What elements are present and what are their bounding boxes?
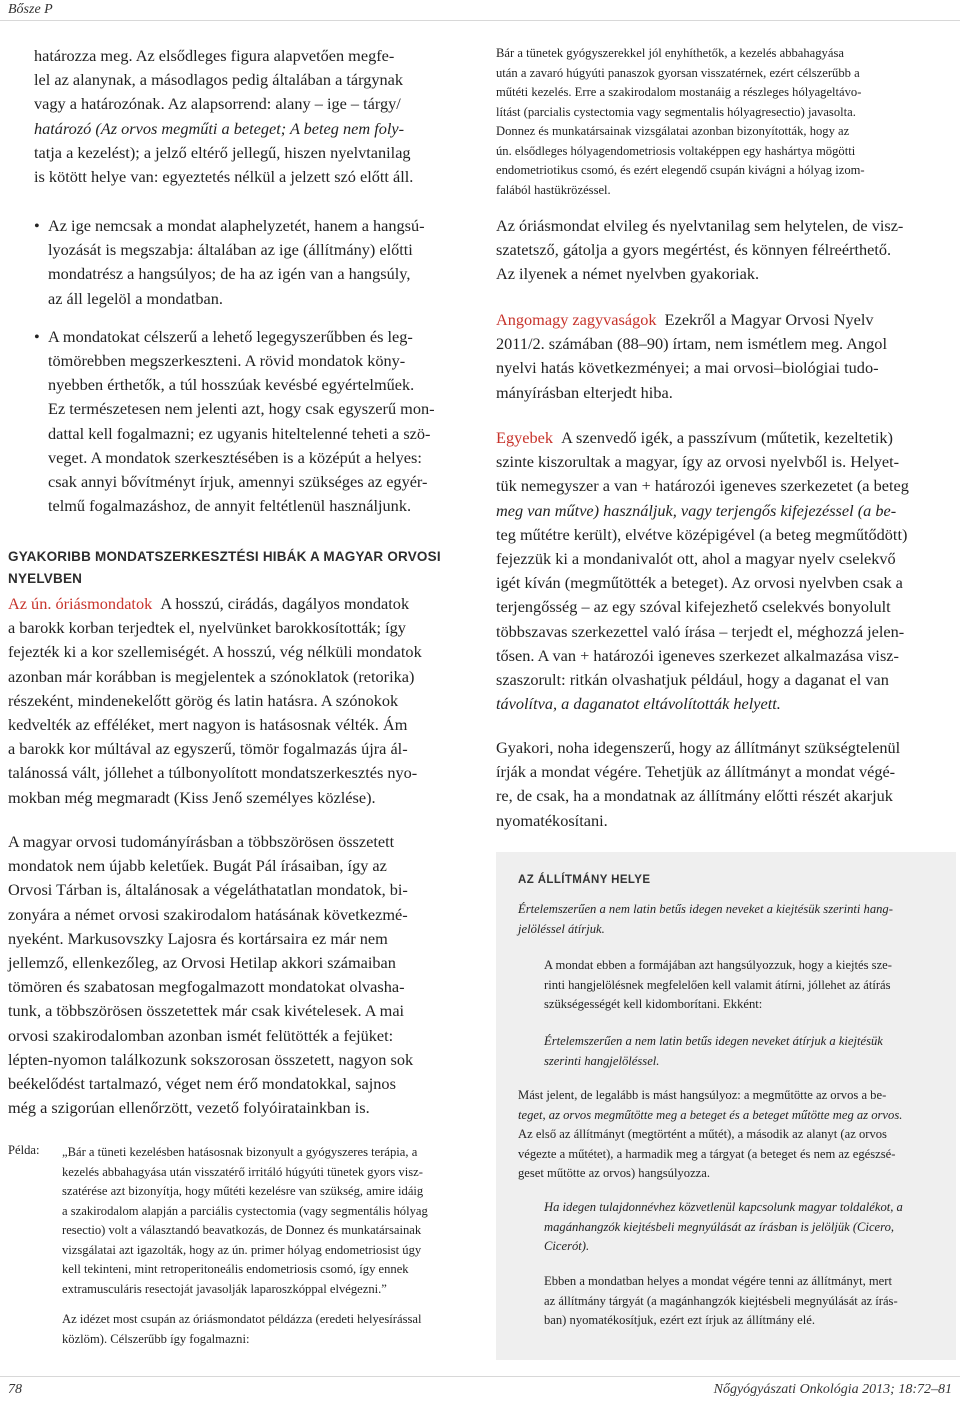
journal-citation: Nőgyógyászati Onkológia 2013; 18:72–81 — [713, 1382, 952, 1397]
text-line: Az óriásmondat elvileg és nyelvtanilag sem helytelen, de visz- — [496, 216, 904, 235]
text-line: Orvosi Tárban is, általánosak a végeláthatatlan mondatok, bi- — [8, 880, 408, 900]
text-line: Ezekről a Magyar Orvosi Nyelv — [664, 310, 874, 329]
term-label: Angomagy zagyvaságok — [496, 310, 657, 329]
text-line: a szakirodalom alapján a parciális cystectomia (vagy segmentális hólyag — [62, 1203, 428, 1218]
text-line: fejezzük ki a mondanivalót ott, ahol a magyar nyelv cselekvő — [496, 549, 896, 569]
text-line: tatja a kezelést); a jelző eltérő jellegű, hiszen nyelvtanilag — [34, 142, 411, 162]
text-line: terjengősség – az egy szóval kifejezhető cselekvés bonyolult — [496, 597, 891, 617]
term-label: Egyebek — [496, 428, 553, 447]
anglicism-paragraph — [496, 308, 958, 405]
text-line: nyelvi hatás következményei; a mai orvosi–biológiai tudo- — [496, 358, 879, 378]
text-line: zonyára a német orvosi szakirodalom hatásának következmé- — [8, 904, 408, 924]
text-line: mondatok nem újabb keletűek. Bugát Pál írásaiban, így az — [8, 856, 387, 876]
text-line: Értelemszerűen a nem latin betűs idegen neveket átírjuk a kiejtésük — [544, 1034, 883, 1048]
text-line: mányírásban elterjedt hiba. — [496, 382, 673, 402]
box-title: AZ ÁLLÍTMÁNY HELYE — [518, 874, 651, 886]
text-line: tük nemegyszer a van + határozói igeneves szerkezetet (a beteg — [496, 476, 909, 496]
text-line: szaszorult: ritkán olvashatjuk például, hogy a daganat el van — [496, 670, 889, 690]
text-line: resectio) volt a választandó beavatkozás, de Donnez és munkatársainak — [62, 1223, 422, 1237]
text-line: tunk, a többszörösen összetettek már csak kivételesek. A mai — [8, 1001, 405, 1021]
text-line: csak annyi bővítményt írjuk, amennyi szükséges az egyér- — [48, 472, 428, 492]
text-line: A szenvedő igék, a passzívum (műtetik, kezeltetik) — [561, 428, 893, 447]
box-explanation — [544, 1272, 936, 1331]
box-explanation — [544, 956, 936, 1015]
text-line: vizsgálatai azt igazolták, hogy az ún. primer hólyag endometriosist úgy — [62, 1242, 422, 1257]
text-line: közlöm). Célszerűbb így fogalmazni: — [62, 1331, 250, 1346]
text-line: 2011/2. számában (88–90) írtam, nem ismétlem meg. Angol — [496, 334, 887, 354]
bullet-item — [34, 214, 474, 311]
text-line: részeként, mindenekelőtt görög és latin hatásra. A szónokok — [8, 690, 399, 710]
text-line: a barokk kor múltával az egyszerű, tömör fogalmazás újra ál- — [8, 739, 408, 759]
text-line: nyebben érthetők, a túl hosszúak kevésbé egyértelműek. — [48, 375, 415, 395]
bullet-list — [34, 214, 474, 532]
text-line: mokban még megmaradt (Kiss Jenő személyes közlése). — [8, 787, 376, 807]
text-line: lel az alanynak, a másodlagos pedig általában a tárgynak — [34, 70, 404, 90]
text-line: Ha idegen tulajdonnévhez közvetlenül kapcsolunk magyar toldalékot, a — [544, 1200, 903, 1214]
box-example — [544, 1198, 936, 1257]
text-line: szatetsző, gátolja a gyors megértést, és könnyen félreérthető. — [496, 240, 892, 260]
text-line: teget, az orvos megműtötte meg a beteget és a beteget műtötte meg az orvos. — [518, 1107, 903, 1122]
example-quote — [62, 1143, 470, 1299]
text-line: még a szigorúan ellenőrzött, vezető folyóiratainkban is. — [8, 1098, 370, 1118]
text-line: végezte a műtétet), a harmadik meg a tárgyat (a beteget és nem az egészsé- — [518, 1146, 896, 1161]
text-line: határozó (Az orvos megműti a beteget; A beteg nem foly- — [34, 118, 405, 138]
text-line: távolítva, a daganatot eltávolították helyett. — [496, 694, 781, 714]
heading-line: NYELVBEN — [8, 571, 83, 586]
heading-line: GYAKORIBB MONDATSZERKESZTÉSI HIBÁK A MAGYAR ORVOSI — [8, 549, 441, 564]
text-line: extramusculáris resectoját javasolják laparoszkóppal elvégezni.” — [62, 1281, 387, 1296]
text-line: • Az ige nemcsak a mondat alaphelyzetét, hanem a hangsú- — [48, 216, 425, 235]
text-line: geset műtötte az orvos) hangsúlyozza. — [518, 1166, 710, 1180]
rewrite-example — [496, 44, 958, 200]
text-line: nyeként. Markusovszky Lajosra és kortársaira ez már nem — [8, 928, 388, 948]
text-line: műtéti kezelés. Erre a szakirodalom mostanáig a részleges hólyageltávo- — [496, 85, 862, 99]
text-line: után a zavaró húgyúti panaszok gyorsan visszatérnek, ezért célszerűbb a — [496, 65, 860, 80]
text-line: nyomatékosítani. — [496, 810, 608, 830]
giant-sentence-verdict — [496, 214, 958, 287]
term-label: Az ún. óriásmondatok — [8, 594, 153, 613]
text-line: szinte kiszorultak a magyar, így az orvosi nyelvből is. Helyet- — [496, 452, 900, 472]
text-line: tömörebben megszerkeszteni. A rövid mondatok köny- — [48, 351, 406, 371]
footer-rule — [0, 1376, 960, 1377]
text-line: ún. elsődleges hólyagendometriosis voltaképpen egy hashártya mögötti — [496, 143, 856, 158]
text-line: kedvelték az efféléket, mert nagyon is hatásosnak vélték. Ám — [8, 715, 408, 735]
text-line: Cicerót). — [544, 1239, 590, 1253]
text-line: orvosi szakirodalomban azonban ismét felütötték a fejüket: — [8, 1025, 394, 1045]
text-line: dattal kell fogalmazni; ez ugyanis hiteltelenné teheti a szö- — [48, 423, 431, 443]
text-line: meg van műtve) használjuk, vagy terjengős kifejezéssel (a be- — [496, 500, 897, 520]
box-example — [518, 900, 938, 939]
box-example — [544, 1032, 936, 1071]
text-line: szükségességét kell kidomborítani. Ekként: — [544, 997, 763, 1011]
text-line: Ez természetesen nem jelenti azt, hogy csak egyszerű mon- — [48, 399, 435, 419]
text-line: igét kíván (megműtötték a beteget). Az orvosi nyelvben csak a — [496, 573, 903, 593]
section-heading — [8, 546, 478, 590]
passive-paragraph — [496, 426, 958, 716]
text-line: re, de csak, ha a mondatnak az állítmány előtti részét akarjuk — [496, 786, 893, 806]
text-line: kell tekinteni, mint retroperitoneális endometriosis csomó, így ennek — [62, 1262, 409, 1276]
text-line: határozza meg. Az elsődleges figura alapvetően megfe- — [34, 46, 395, 65]
text-line: jelöléssel átírjuk. — [518, 921, 605, 936]
text-line: „Bár a tüneti kezelésben hatásosnak bizonyult a gyógyszeres terápia, a — [62, 1145, 418, 1159]
box-explanation — [518, 1086, 938, 1184]
history-paragraph — [8, 830, 470, 1120]
text-line: beékelődést tartalmazó, véget nem érő mondatokkal, sajnos — [8, 1074, 396, 1094]
text-line: lítást (parcialis cystectomia vagy segmentalis hólyagresectio) javasolta. — [496, 104, 856, 119]
text-line: Az idézet most csupán az óriásmondatot példázza (eredeti helyesírással — [62, 1312, 422, 1326]
text-line: falából hastükrözéssel. — [496, 182, 611, 197]
text-line: veget. A mondatok szerkesztésében is a középút a helyes: — [48, 447, 422, 467]
text-line: talánossá vált, jóllehet a túlbonyolított mondatszerkesztés nyo- — [8, 763, 418, 783]
text-line: írják a mondat végére. Tehetjük az állítmányt a mondat végé- — [496, 762, 896, 782]
text-line: A hosszú, cirádás, dagályos mondatok — [160, 594, 410, 613]
text-line: tömören és szabatosan megfogalmazott mondatokat olvasha- — [8, 977, 405, 997]
text-line: • A mondatokat célszerű a lehető legegyszerűbben és leg- — [48, 326, 413, 346]
text-line: azonban már korábban is megjelentek a szónoklatok (retorika) — [8, 666, 415, 686]
intro-paragraph — [34, 44, 474, 189]
text-line: Az első az állítmányt (megtörtént a műtét), a második az alanyt (az orvos — [518, 1127, 887, 1141]
text-line: szatérése azt bizonyítja, hogy műtéti kezelésre van szükség, amire idáig — [62, 1184, 424, 1198]
header-rule — [0, 20, 960, 21]
text-line: fejezték ki a kor szellemiségét. A hosszú, vég nélküli mondatok — [8, 642, 422, 662]
text-line: magánhangzók kiejtésbeli megnyúlását az írásban is jelöljük (Cicero, — [544, 1219, 895, 1234]
text-line: tősen. A van + határozói igeneves szerkezet alkalmazása visz- — [496, 645, 899, 665]
text-line: Donnez és munkatársainak vizsgálatai azonban bizonyították, hogy az — [496, 124, 850, 138]
text-line: rinti hangjelölésnek megfelelően kell valamit átírni, jóllehet az átírás — [544, 977, 891, 992]
bullet-item — [34, 325, 474, 519]
text-line: Gyakori, noha idegenszerű, hogy az állítmányt szükségtelenül — [496, 738, 901, 757]
example-note — [62, 1310, 470, 1349]
text-line: Bár a tünetek gyógyszerekkel jól enyhíthetők, a kezelés abbahagyása — [496, 46, 844, 60]
text-line: többszavas szerkezettel való írása – terjedt el, méghozzá jelen- — [496, 621, 905, 641]
giant-sentences-paragraph — [8, 592, 470, 810]
text-line: Ebben a mondatban helyes a mondat végére tenni az állítmányt, mert — [544, 1274, 892, 1288]
text-line: endometriotikus csomó, és ezért elegendő csupán kivágni a hólyag izom- — [496, 163, 865, 177]
text-line: az állítmány tárgyát (a magánhangzók kiejtésbeli megnyúlását az írás- — [544, 1293, 898, 1308]
text-line: teg műtétre került), elvétve középigével (a beteg megműtődött) — [496, 524, 908, 544]
text-line: vagy a határozónak. Az alapsorrend: alany – ige – tárgy/ — [34, 94, 401, 114]
text-line: Mást jelent, de legalább is mást hangsúlyoz: a megműtötte az orvos a be- — [518, 1088, 887, 1102]
text-line: ban) nyomatékosítjuk, ezért ezt írjuk az állítmány elé. — [544, 1313, 816, 1327]
text-line: A mondat ebben a formájában azt hangsúlyozzuk, hogy a kiejtés sze- — [544, 958, 892, 972]
text-line: kezelés abbahagyása után visszatérő irritáló húgyúti tünetek gyors visz- — [62, 1164, 423, 1179]
text-line: az áll legelöl a mondatban. — [48, 288, 223, 308]
sidebar-box — [496, 852, 956, 1360]
page-number: 78 — [8, 1382, 22, 1397]
text-line: lépten-nyomon találkozunk sokszorosan összetett, nagyon sok — [8, 1049, 414, 1069]
running-header: Bősze P — [8, 2, 53, 17]
text-line: telmű fogalmazáshoz, de annyit feltétlenül használjunk. — [48, 496, 412, 516]
text-line: A magyar orvosi tudományírásban a többszörösen összetett — [8, 832, 395, 851]
text-line: is kötött helye van: egyeztetés nélkül a jelzett szó előtt áll. — [34, 167, 414, 187]
text-line: szerinti hangjelöléssel. — [544, 1053, 660, 1068]
text-line: Értelemszerűen a nem latin betűs idegen neveket a kiejtésük szerinti hang- — [518, 902, 893, 916]
text-line: lyozását is megszabja: általában az ige (állítmány) előtti — [48, 240, 413, 260]
text-line: mondatrész a hangsúlyos; de ha az igén van a hangsúly, — [48, 264, 411, 284]
text-line: jellemző, ellenkezőleg, az Orvosi Hetilap akkori számaiban — [8, 953, 396, 973]
text-line: a barokk korban terjedtek el, nyelvünket barokkosították; így — [8, 618, 406, 638]
predicate-position-paragraph — [496, 736, 958, 833]
text-line: Az ilyenek a német nyelvben gyakoriak. — [496, 264, 760, 284]
example-label: Példa: — [8, 1143, 40, 1157]
